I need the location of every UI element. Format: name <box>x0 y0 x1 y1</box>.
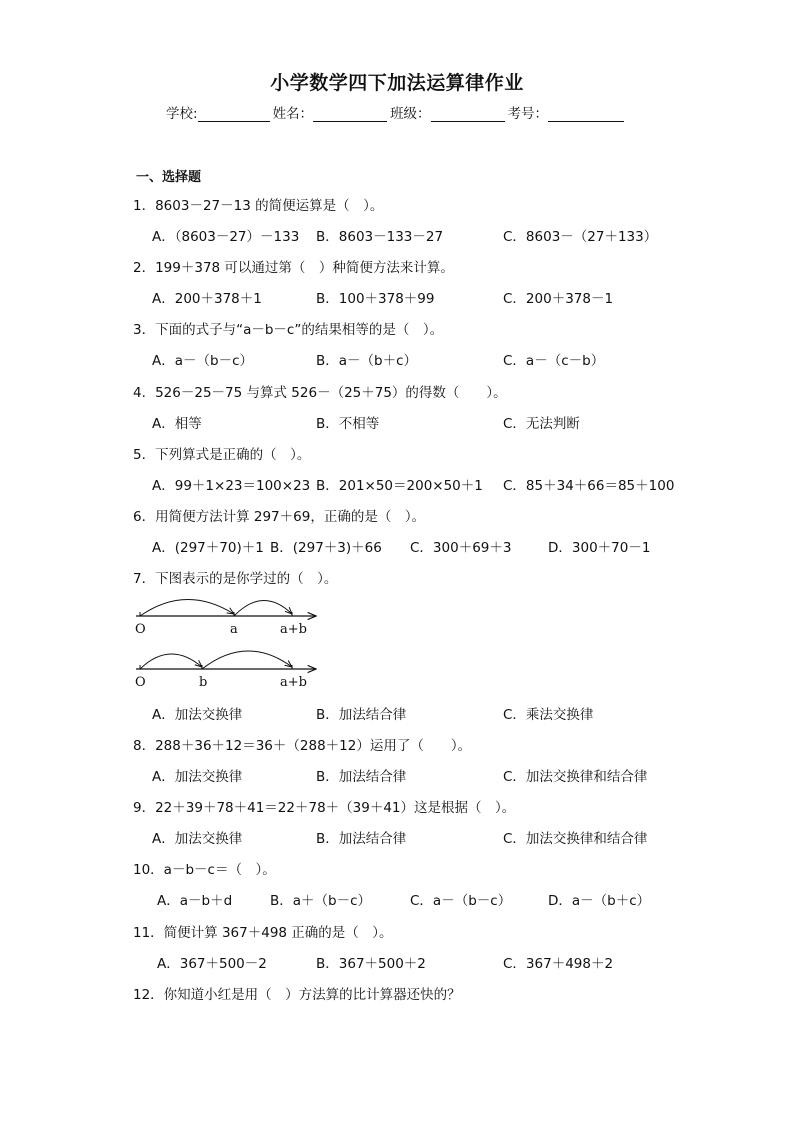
q7-option-a[interactable]: A．加法交换律 <box>152 707 243 723</box>
number-line-1 <box>135 599 316 637</box>
question-3: 3．下面的式子与“a－b－c”的结果相等的是（ ）。 <box>133 322 444 338</box>
number-label: 考号： <box>507 106 549 122</box>
q4-option-c[interactable]: C．无法判断 <box>503 416 580 432</box>
line2-label-b: b <box>199 675 208 690</box>
q9-option-b[interactable]: B．加法结合律 <box>316 831 407 847</box>
question-2: 2．199＋378 可以通过第（ ）种简便方法来计算。 <box>133 260 454 276</box>
question-8: 8．288＋36＋12＝36＋（288＋12）运用了（ ）。 <box>133 738 472 754</box>
q7-option-b[interactable]: B．加法结合律 <box>316 707 407 723</box>
q11-option-b[interactable]: B．367＋500＋2 <box>316 956 426 972</box>
school-blank[interactable] <box>198 107 270 122</box>
q6-option-b[interactable]: B．(297＋3)＋66 <box>270 540 382 556</box>
q2-option-b[interactable]: B．100＋378＋99 <box>316 291 435 307</box>
q10-option-a[interactable]: A．a－b＋d <box>157 893 233 909</box>
question-4: 4．526－25－75 与算式 526－（25＋75）的得数（ ）。 <box>133 385 507 401</box>
q3-option-a[interactable]: A．a－（b－c） <box>152 353 253 369</box>
student-info <box>166 102 627 122</box>
q10-option-b[interactable]: B．a＋（b－c） <box>270 893 372 909</box>
q8-option-b[interactable]: B．加法结合律 <box>316 769 407 785</box>
q1-option-a[interactable]: A．（8603－27）－133 <box>152 229 300 245</box>
page-title: 小学数学四下加法运算律作业 <box>270 72 524 94</box>
q2-option-c[interactable]: C．200＋378－1 <box>503 291 614 307</box>
q5-option-b[interactable]: B．201×50＝200×50＋1 <box>316 478 483 494</box>
question-12: 12．你知道小红是用（ ）方法算的比计算器还快的？ <box>133 987 461 1003</box>
q8-option-c[interactable]: C．加法交换律和结合律 <box>503 769 648 785</box>
section-heading: 一、选择题 <box>136 170 202 185</box>
number-line-figure <box>130 592 330 692</box>
question-10: 10．a－b－c＝（ ）。 <box>133 862 276 878</box>
q10-option-c[interactable]: C．a－（b－c） <box>410 893 512 909</box>
number-line-2 <box>135 651 316 690</box>
q5-option-c[interactable]: C．85＋34＋66＝85＋100 <box>503 478 675 494</box>
question-5: 5．下列算式是正确的（ ）。 <box>133 447 311 463</box>
q11-option-a[interactable]: A．367＋500－2 <box>157 956 267 972</box>
school-label: 学校: <box>166 106 198 122</box>
question-1: 1．8603－27－13 的简便运算是（ ）。 <box>133 198 384 214</box>
question-6: 6．用简便方法计算 297＋69，正确的是（ ）。 <box>133 509 426 525</box>
q10-option-d[interactable]: D．a－（b＋c） <box>548 893 651 909</box>
line2-label-o: O <box>135 675 146 690</box>
q9-option-a[interactable]: A．加法交换律 <box>152 831 243 847</box>
name-label: 姓名： <box>272 106 314 122</box>
q1-option-c[interactable]: C．8603－（27＋133） <box>503 229 658 245</box>
line1-label-ab: a+b <box>280 622 307 637</box>
q8-option-a[interactable]: A．加法交换律 <box>152 769 243 785</box>
q4-option-a[interactable]: A．相等 <box>152 416 202 432</box>
q3-option-c[interactable]: C．a－（c－b） <box>503 353 605 369</box>
q9-option-c[interactable]: C．加法交换律和结合律 <box>503 831 648 847</box>
q6-option-a[interactable]: A．(297＋70)＋1 <box>152 540 264 556</box>
q7-option-c[interactable]: C．乘法交换律 <box>503 707 594 723</box>
q1-option-b[interactable]: B．8603－133－27 <box>316 229 444 245</box>
line1-label-a: a <box>230 622 238 637</box>
q2-option-a[interactable]: A．200＋378＋1 <box>152 291 262 307</box>
line1-label-o: O <box>135 622 146 637</box>
q11-option-c[interactable]: C．367＋498＋2 <box>503 956 614 972</box>
number-blank[interactable] <box>548 107 624 122</box>
question-7: 7．下图表示的是你学过的（ ）。 <box>133 571 338 587</box>
class-blank[interactable] <box>431 107 505 122</box>
q3-option-b[interactable]: B．a－（b＋c） <box>316 353 418 369</box>
question-9: 9．22＋39＋78＋41＝22＋78＋（39＋41）这是根据（ ）。 <box>133 800 516 816</box>
q5-option-a[interactable]: A．99＋1×23＝100×23 <box>152 478 311 494</box>
class-label: 班级： <box>390 106 431 122</box>
line2-label-ab: a+b <box>280 675 307 690</box>
q4-option-b[interactable]: B．不相等 <box>316 416 380 432</box>
question-11: 11．简便计算 367＋498 正确的是（ ）。 <box>133 925 393 941</box>
q6-option-d[interactable]: D．300＋70－1 <box>548 540 651 556</box>
q6-option-c[interactable]: C．300＋69＋3 <box>410 540 512 556</box>
name-blank[interactable] <box>313 107 387 122</box>
